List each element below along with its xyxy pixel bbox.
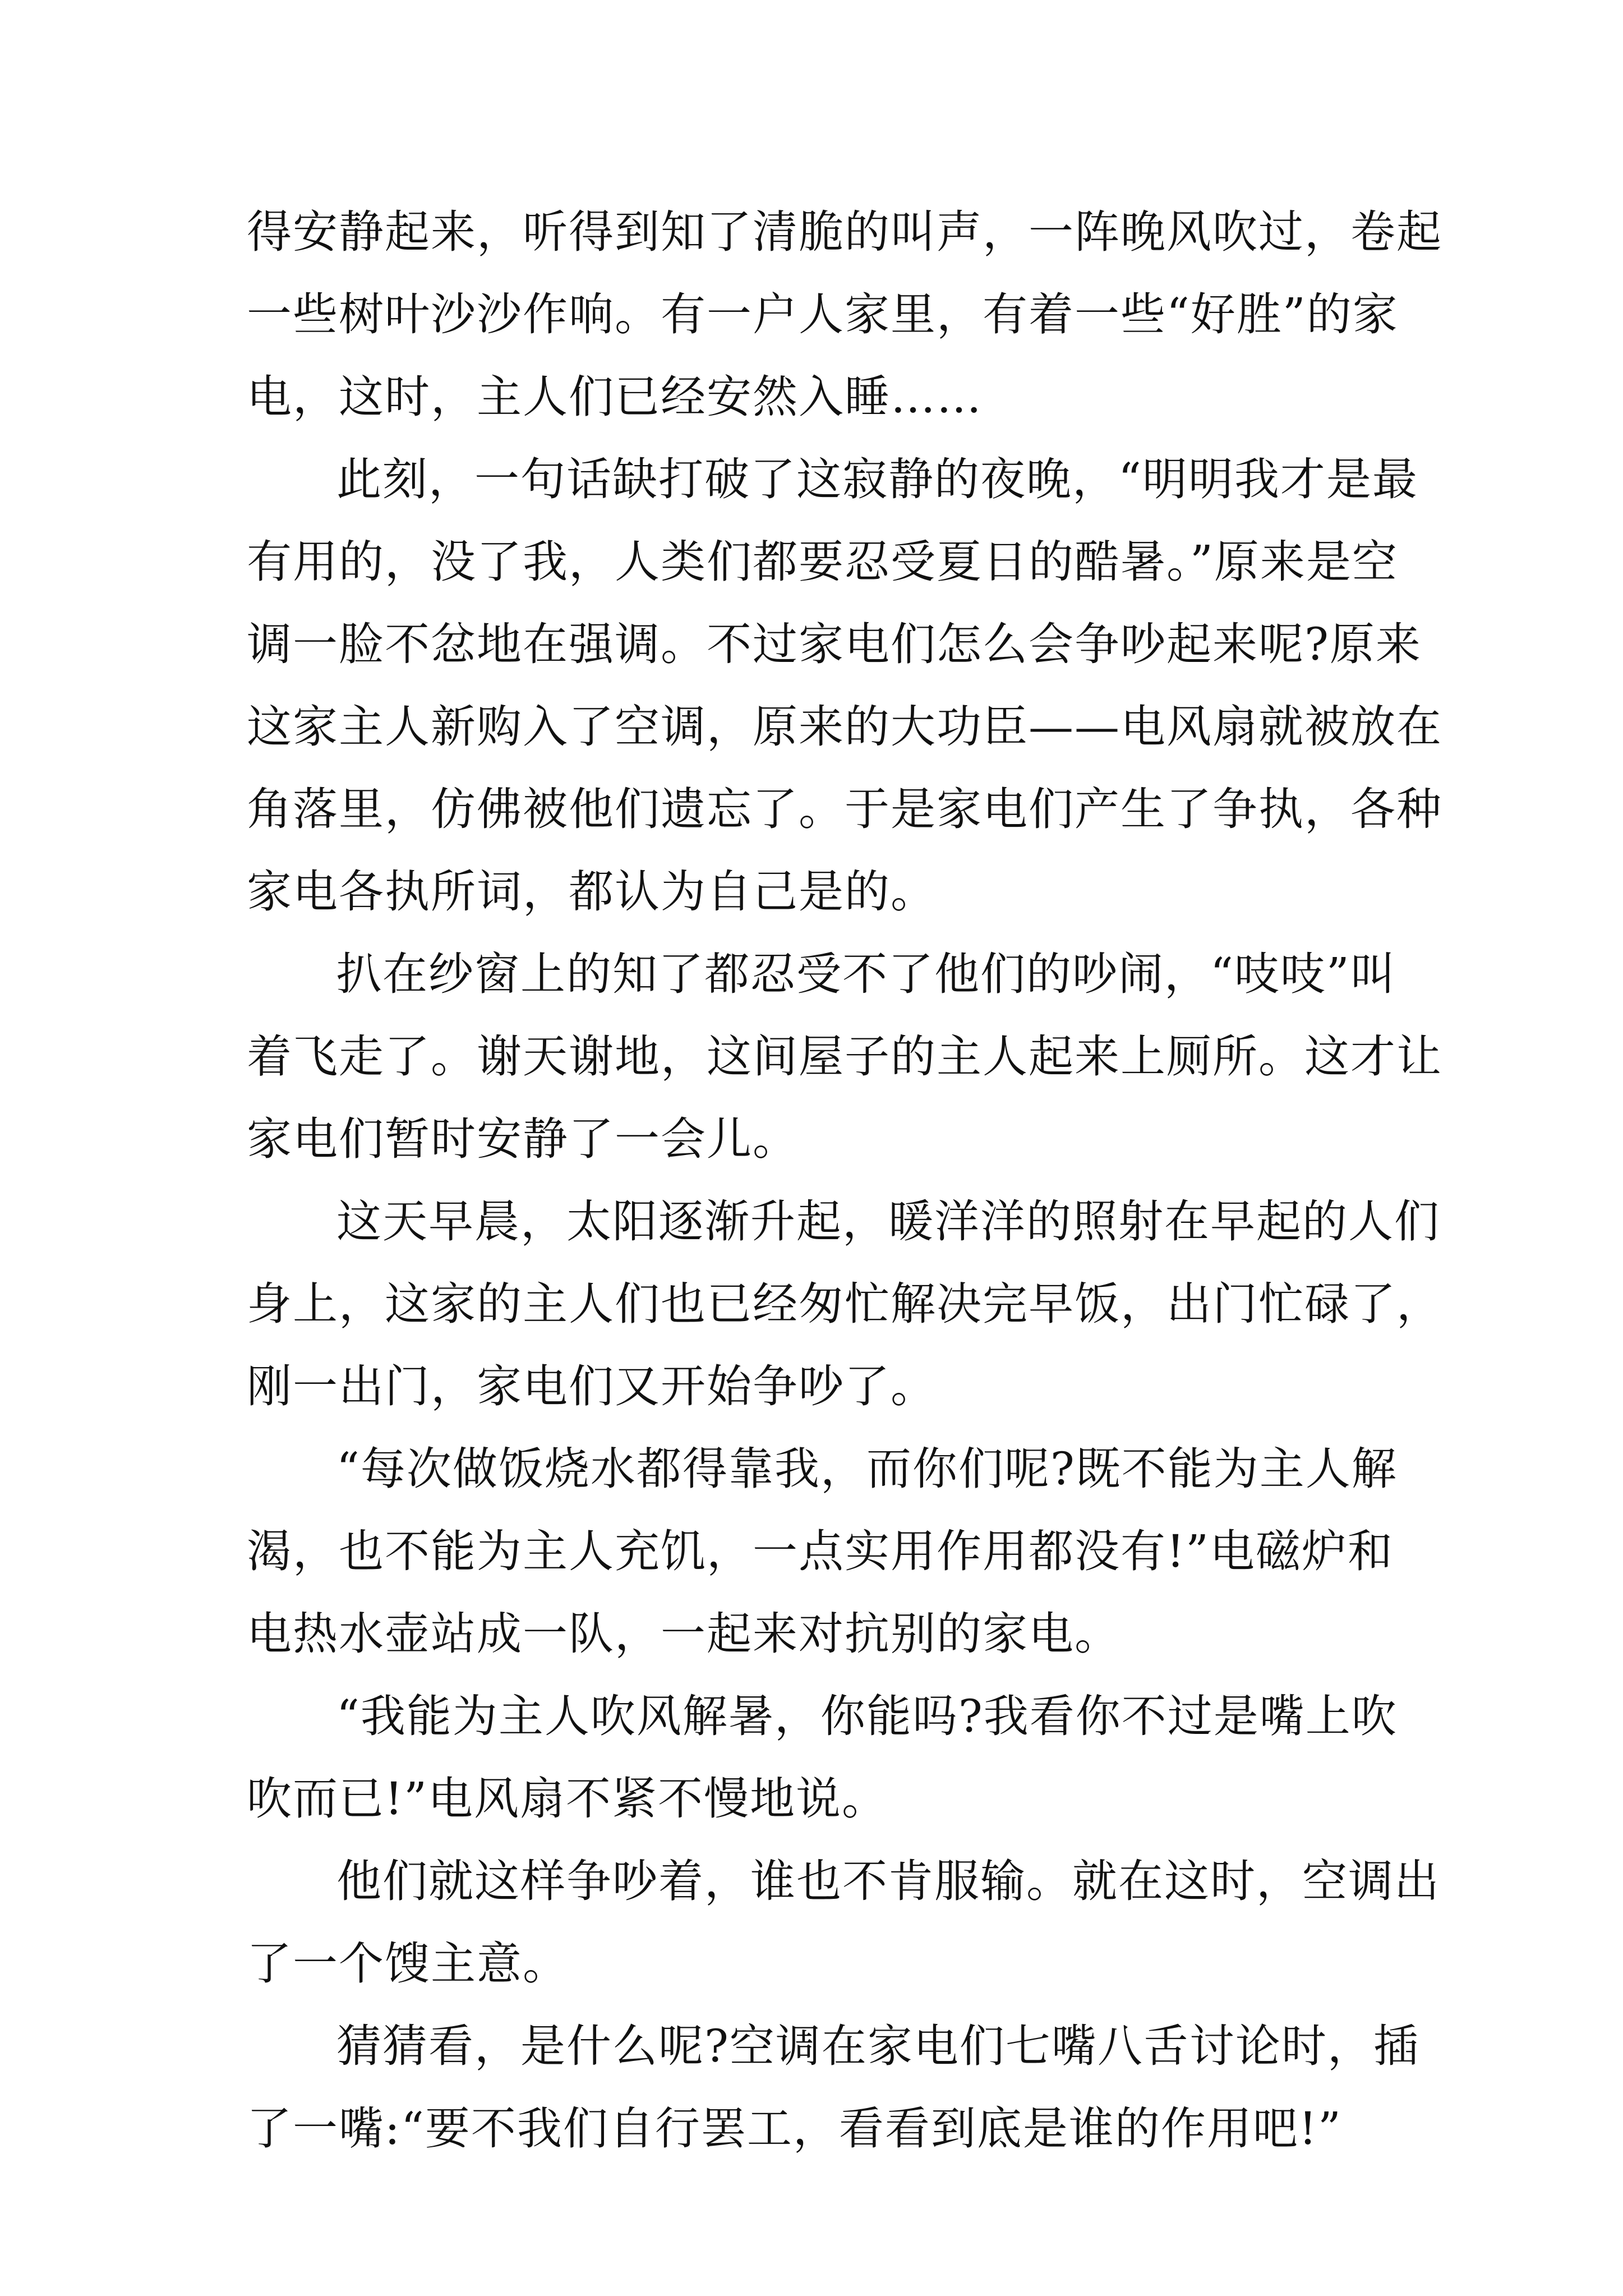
text-line: 他们就这样争吵着，谁也不肯服输。就在这时，空调出 bbox=[336, 1855, 1440, 1907]
text-line: 电，这时，主人们已经安然入睡…… bbox=[247, 371, 983, 423]
text-line: 了一嘴:“要不我们自行罢工，看看到底是谁的作用吧!” bbox=[247, 2102, 1342, 2155]
text-line: 了一个馊主意。 bbox=[247, 1938, 569, 1990]
text-line: 此刻，一句话缺打破了这寂静的夜晚，“明明我才是最 bbox=[336, 453, 1418, 505]
text-line: 有用的，没了我，人类们都要忍受夏日的酷暑。”原来是空 bbox=[247, 536, 1398, 588]
text-line: 一些树叶沙沙作响。有一户人家里，有着一些“好胜”的家 bbox=[247, 288, 1399, 341]
text-line: 家电各执所词，都认为自己是的。 bbox=[247, 866, 937, 918]
text-line: 扒在纱窗上的知了都忍受不了他们的吵闹，“吱吱”叫 bbox=[336, 948, 1396, 1000]
paragraph-3 bbox=[247, 933, 1442, 1180]
text-line: 调一脸不忿地在强调。不过家电们怎么会争吵起来呢?原来 bbox=[247, 618, 1422, 670]
body-text bbox=[247, 191, 1442, 2170]
text-line: 这家主人新购入了空调，原来的大功臣——电风扇就被放在 bbox=[247, 701, 1442, 753]
text-line: 角落里，仿佛被他们遗忘了。于是家电们产生了争执，各种 bbox=[247, 783, 1442, 835]
text-line: “我能为主人吹风解暑，你能吗?我看你不过是嘴上吹 bbox=[336, 1690, 1398, 1742]
paragraph-4 bbox=[247, 1180, 1442, 1428]
paragraph-6 bbox=[247, 1675, 1396, 1840]
paragraph-7 bbox=[247, 1840, 1440, 2005]
paragraph-8 bbox=[247, 2005, 1419, 2170]
text-line: 身上，这家的主人们也已经匆忙解决完早饭，出门忙碌了， bbox=[247, 1278, 1442, 1330]
paragraph-1 bbox=[247, 191, 1442, 438]
text-line: 吹而已!”电风扇不紧不慢地说。 bbox=[247, 1773, 888, 1825]
text-line: “每次做饭烧水都得靠我，而你们呢?既不能为主人解 bbox=[336, 1443, 1398, 1495]
text-line: 这天早晨，太阳逐渐升起，暖洋洋的照射在早起的人们 bbox=[336, 1195, 1440, 1248]
paragraph-5 bbox=[247, 1428, 1396, 1675]
text-line: 得安静起来，听得到知了清脆的叫声，一阵晚风吹过，卷起 bbox=[247, 206, 1442, 258]
paragraph-2 bbox=[247, 438, 1442, 933]
text-line: 刚一出门，家电们又开始争吵了。 bbox=[247, 1360, 937, 1412]
text-line: 家电们暂时安静了一会儿。 bbox=[247, 1113, 799, 1165]
text-line: 渴，也不能为主人充饥，一点实用作用都没有!”电磁炉和 bbox=[247, 1525, 1394, 1577]
text-line: 猜猜看，是什么呢?空调在家电们七嘴八舌讨论时，插 bbox=[336, 2020, 1419, 2072]
text-line: 电热水壶站成一队，一起来对抗别的家电。 bbox=[247, 1608, 1121, 1660]
text-line: 着飞走了。谢天谢地，这间屋子的主人起来上厕所。这才让 bbox=[247, 1030, 1442, 1083]
